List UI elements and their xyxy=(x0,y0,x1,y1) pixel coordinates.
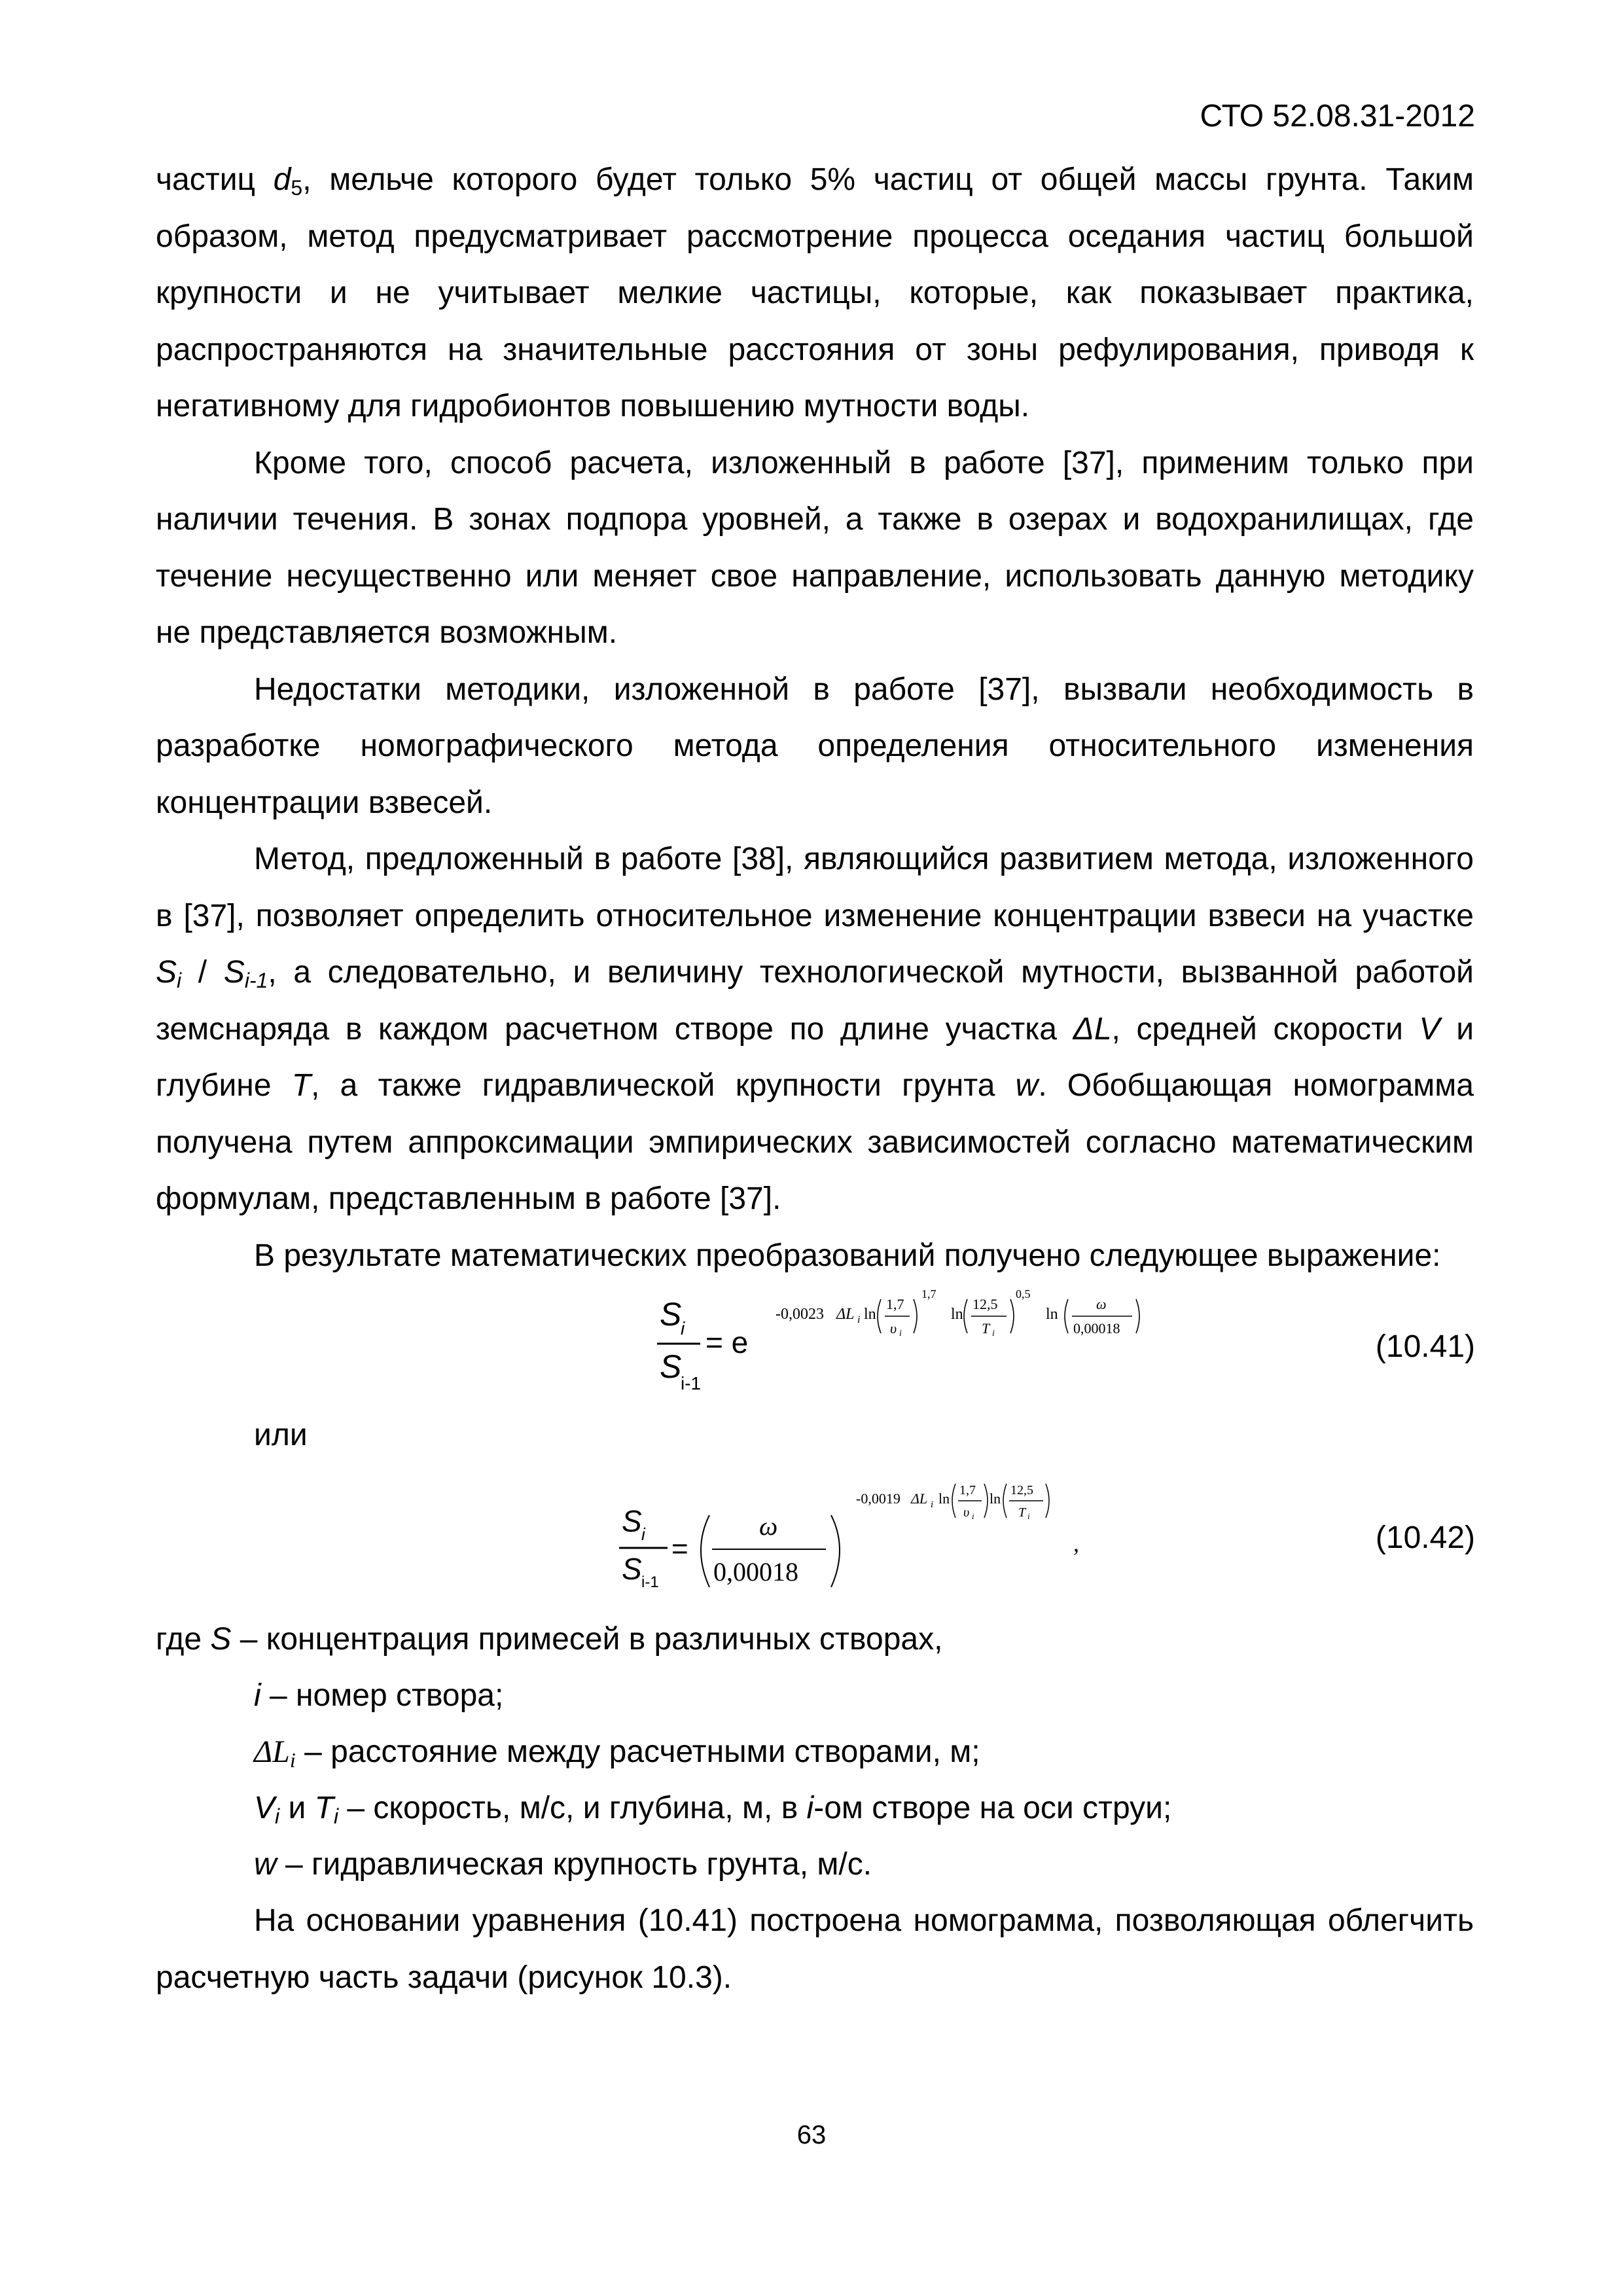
eq1-ln-2: ln xyxy=(951,1306,963,1323)
p4-text-f: . Обобщающая номограмма получена путем аппроксимации эмпирических зависимостей согласно математическим формулам, представленным в работе [37]. xyxy=(156,1068,1474,1216)
eq2-coef: -0,0019 xyxy=(856,1490,901,1507)
eq1-delta: ΔL xyxy=(836,1306,855,1323)
w-symbol: w xyxy=(1015,1068,1039,1103)
s-symbol-2: S xyxy=(223,955,245,990)
equation-number-10-42: (10.42) xyxy=(1375,1520,1475,1555)
definition-v-t: $V_i$ и $T_i$ – скорость, м/с, и глубина, м, в i-ом створе на оси струи; xyxy=(254,1791,1172,1828)
eq2-f1-den: υ xyxy=(963,1505,970,1520)
eq2-f1-den-sub: i xyxy=(972,1511,974,1521)
p4-text-c: , средней скорости xyxy=(1111,1011,1419,1047)
definition-s: где S – концентрация примесей в различных створах, xyxy=(156,1622,943,1657)
eq2-base-num: ω xyxy=(759,1511,778,1541)
t-symbol: T xyxy=(291,1068,312,1103)
eq2-f2-num: 12,5 xyxy=(1010,1483,1033,1498)
eq2-num-s: S xyxy=(622,1504,642,1538)
eq2-f2-den: T xyxy=(1018,1505,1026,1520)
eq2-base-den: 0,00018 xyxy=(713,1557,798,1587)
d-subscript: 5 xyxy=(291,176,303,200)
eq1-delta-sub: i xyxy=(857,1314,861,1325)
equation-10-42 xyxy=(615,1469,1152,1600)
v-symbol: V xyxy=(1419,1011,1440,1047)
page-number: 63 xyxy=(796,2121,827,2149)
paragraph-1 xyxy=(156,152,1474,435)
equation-number-10-41: (10.41) xyxy=(1375,1329,1475,1364)
s-subscript: i xyxy=(177,969,182,992)
eq1-f3-den: 0,00018 xyxy=(1073,1320,1120,1336)
s-subscript-2: i-1 xyxy=(244,969,268,992)
definition-delta-l: $\Delta L_i$ – расстояние между расчетными створами, м; xyxy=(254,1734,980,1772)
eq2-f2-den-sub: i xyxy=(1027,1511,1030,1521)
eq2-den-sub: i-1 xyxy=(641,1573,659,1591)
eq2-ln-1: ln xyxy=(938,1490,950,1507)
eq2-den-s: S xyxy=(622,1552,642,1586)
or-text: или xyxy=(254,1418,308,1452)
body-text-bottom xyxy=(156,1893,1474,2006)
slash: / xyxy=(181,955,224,990)
eq1-den-sub: i-1 xyxy=(681,1373,702,1393)
equation-10-41 xyxy=(628,1280,1217,1410)
eq1-f3-num: ω xyxy=(1096,1296,1107,1312)
p4-text-b: , а следовательно, и величину технологической мутности, вызванной работой земснаряда в каждом расчетном створе по длине участка xyxy=(156,955,1474,1047)
eq1-ln-1: ln xyxy=(864,1306,876,1323)
eq2-comma: , xyxy=(1073,1530,1079,1556)
eq1-f2-den: T xyxy=(982,1320,990,1336)
definition-w: w – гидравлическая крупность грунта, м/с. xyxy=(254,1847,872,1882)
paragraph-6: На основании уравнения (10.41) построена номограмма, позволяющая облегчить расчетную часть задачи (рисунок 10.3). xyxy=(156,1903,1474,1995)
s-symbol: S xyxy=(156,955,177,990)
body-text-top xyxy=(156,152,1474,1284)
paragraph-3: Недостатки методики, изложенной в работе [37], вызвали необходимость в разработке номографического метода определения относительного изменения концентрации взвесей. xyxy=(156,672,1474,820)
eq1-num-sub: i xyxy=(681,1318,685,1338)
eq1-coef: -0,0023 xyxy=(776,1306,824,1323)
paragraph-4 xyxy=(156,831,1474,1228)
p4-text-a: Метод, предложенный в работе [38], являющийся развитием метода, изложенного в [37], позволяет определить относительное изменение концентрации взвеси на участке xyxy=(156,842,1474,933)
eq1-ln-3: ln xyxy=(1046,1306,1058,1323)
eq1-den-s: S xyxy=(660,1348,682,1385)
eq1-f1-den: υ xyxy=(890,1320,897,1336)
eq1-num-s: S xyxy=(660,1296,682,1333)
eq1-equals-e: = e xyxy=(705,1325,749,1359)
eq1-f2-den-sub: i xyxy=(992,1329,995,1338)
delta-l-symbol: ΔL xyxy=(1073,1011,1112,1047)
definition-i: i – номер створа; xyxy=(254,1678,504,1713)
eq2-delta-sub: i xyxy=(931,1499,934,1510)
eq2-equals: = xyxy=(671,1533,688,1565)
eq1-f1-num: 1,7 xyxy=(886,1296,904,1312)
p1-text-b: , мельче которого будет только 5% частиц от общей массы грунта. Таким образом, метод предусматривает рассмотрение процесса оседания частиц большой крупности и не учитывает мелкие частицы, которые, как показывает практика, распространяются на значительные расстояния от зоны рефулирования, приводя к негативному для гидробионтов повышению мутности воды. xyxy=(156,162,1474,423)
eq1-exp2: 0,5 xyxy=(1016,1287,1031,1300)
eq2-num-sub: i xyxy=(641,1524,645,1544)
eq1-exp1: 1,7 xyxy=(921,1287,936,1300)
eq2-delta: ΔL xyxy=(911,1490,928,1507)
p4-text-d: и глубине xyxy=(156,1011,1474,1103)
eq2-ln-2: ln xyxy=(990,1490,1001,1507)
document-code-header: СТО 52.08.31-2012 xyxy=(1200,99,1475,134)
d-symbol: d xyxy=(273,162,291,197)
paragraph-2: Кроме того, способ расчета, изложенный в работе [37], применим только при наличии течения. В зонах подпора уровней, а также в озерах и водохранилищах, где течение несущественно или меняет свое направление, использовать данную методику не представляется возможным. xyxy=(156,445,1474,650)
p4-text-e: , а также гидравлической крупности грунта xyxy=(311,1068,1016,1103)
eq1-f1-den-sub: i xyxy=(899,1329,902,1338)
p1-text-a: частиц xyxy=(156,162,274,197)
paragraph-5: В результате математических преобразований получено следующее выражение: xyxy=(254,1238,1441,1273)
eq1-f2-num: 12,5 xyxy=(972,1296,998,1312)
eq2-f1-num: 1,7 xyxy=(959,1483,976,1498)
